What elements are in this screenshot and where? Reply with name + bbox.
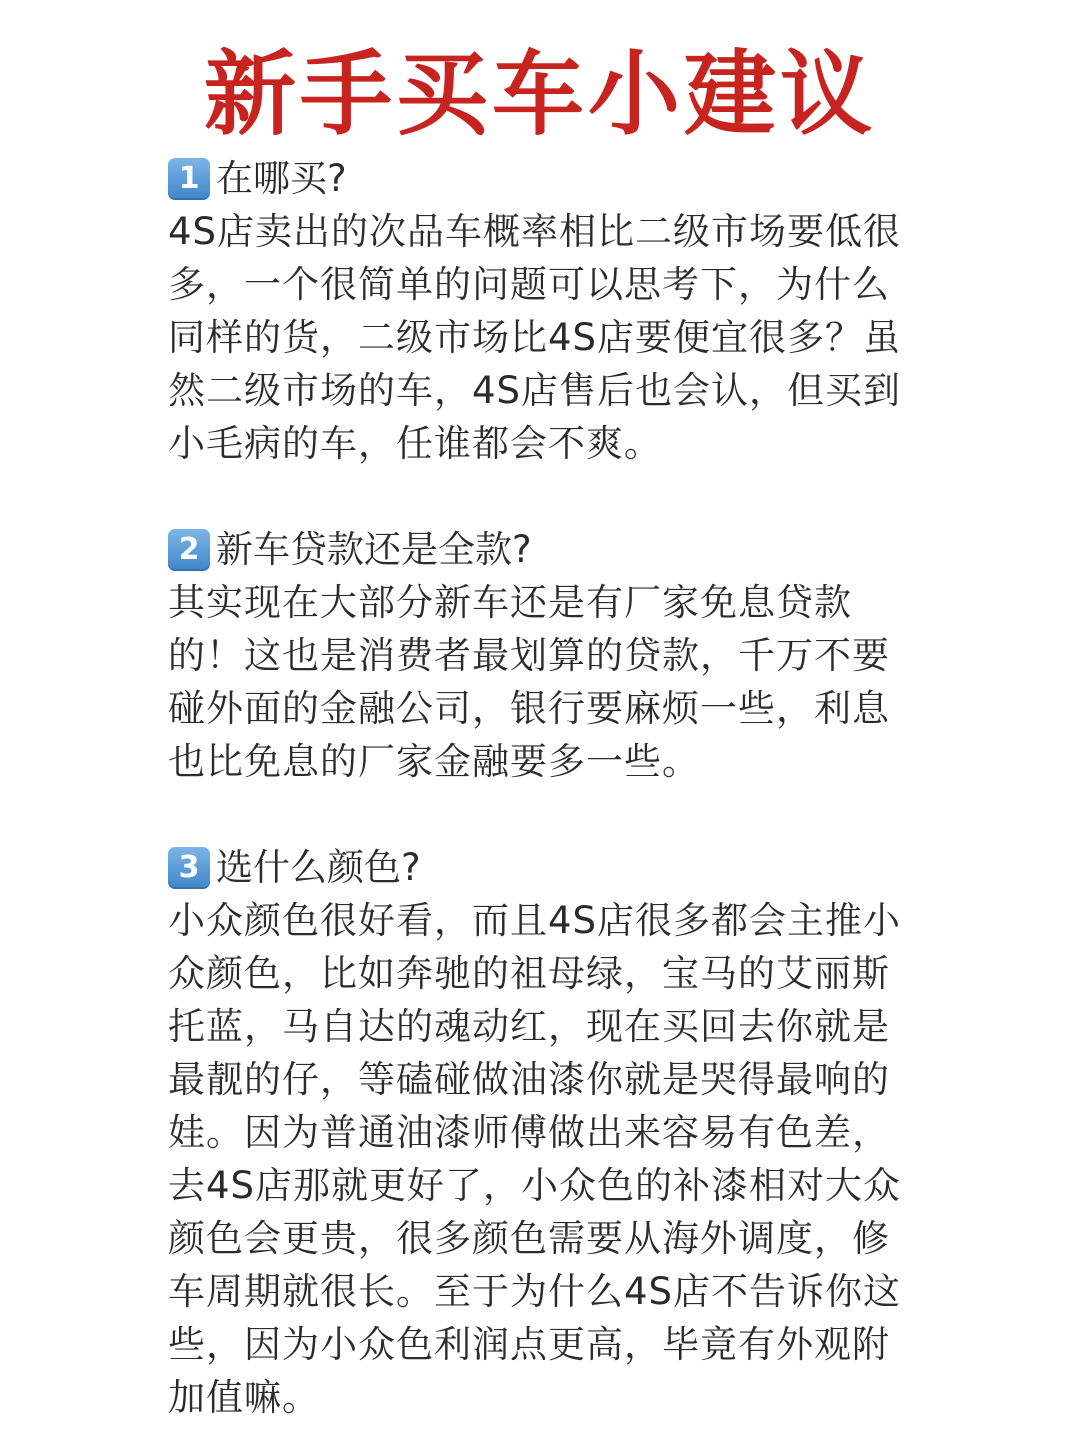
paragraph-line: 也比免息的厂家金融要多一些。: [168, 740, 700, 783]
paragraph-line: 最靓的仔，等磕碰做油漆你就是哭得最响的: [168, 1058, 890, 1101]
section-choose-color: [168, 841, 913, 1424]
section-paragraph: [168, 205, 913, 470]
paragraph-line: 小众颜色很好看，而且4S店很多都会主推小: [168, 899, 902, 942]
paragraph-line: 娃。因为普通油漆师傅做出来容易有色差，: [168, 1111, 890, 1154]
section-loan-or-full: [168, 523, 913, 788]
section-heading-text: 新车贷款还是全款?: [216, 528, 532, 571]
paragraph-line: 车周期就很长。至于为什么4S店不告诉你这: [168, 1270, 902, 1313]
number-three-icon: 3: [168, 847, 210, 889]
section-paragraph: [168, 894, 913, 1424]
paragraph-line: 些，因为小众色利润点更高，毕竟有外观附: [168, 1323, 890, 1366]
section-where-to-buy: [168, 152, 913, 470]
page-title: 新手买车小建议: [203, 41, 876, 148]
section-heading: [168, 152, 913, 205]
section-heading-text: 在哪买?: [216, 157, 347, 200]
paragraph-line: 碰外面的金融公司，银行要麻烦一些，利息: [168, 687, 890, 730]
paragraph-line: 的！这也是消费者最划算的贷款，千万不要: [168, 634, 890, 677]
paragraph-line: 颜色会更贵，很多颜色需要从海外调度，修: [168, 1217, 890, 1260]
number-two-icon: 2: [168, 529, 210, 571]
paragraph-line: 加值嘛。: [168, 1376, 320, 1419]
article-body: [168, 152, 913, 1424]
paragraph-line: 小毛病的车，任谁都会不爽。: [168, 422, 662, 465]
paragraph-line: 托蓝，马自达的魂动红，现在买回去你就是: [168, 1005, 890, 1048]
section-paragraph: [168, 576, 913, 788]
section-heading-text: 选什么颜色?: [216, 846, 421, 889]
number-one-icon: 1: [168, 158, 210, 200]
paragraph-line: 众颜色，比如奔驰的祖母绿，宝马的艾丽斯: [168, 952, 890, 995]
paragraph-line: 去4S店那就更好了，小众色的补漆相对大众: [168, 1164, 902, 1207]
paragraph-line: 同样的货，二级市场比4S店要便宜很多？虽: [168, 316, 902, 359]
section-heading: [168, 523, 913, 576]
paragraph-line: 4S店卖出的次品车概率相比二级市场要低很: [168, 210, 902, 253]
section-heading: [168, 841, 913, 894]
paragraph-line: 多，一个很简单的问题可以思考下，为什么: [168, 263, 890, 306]
paragraph-line: 其实现在大部分新车还是有厂家免息贷款: [168, 581, 852, 624]
paragraph-line: 然二级市场的车，4S店售后也会认，但买到: [168, 369, 902, 412]
